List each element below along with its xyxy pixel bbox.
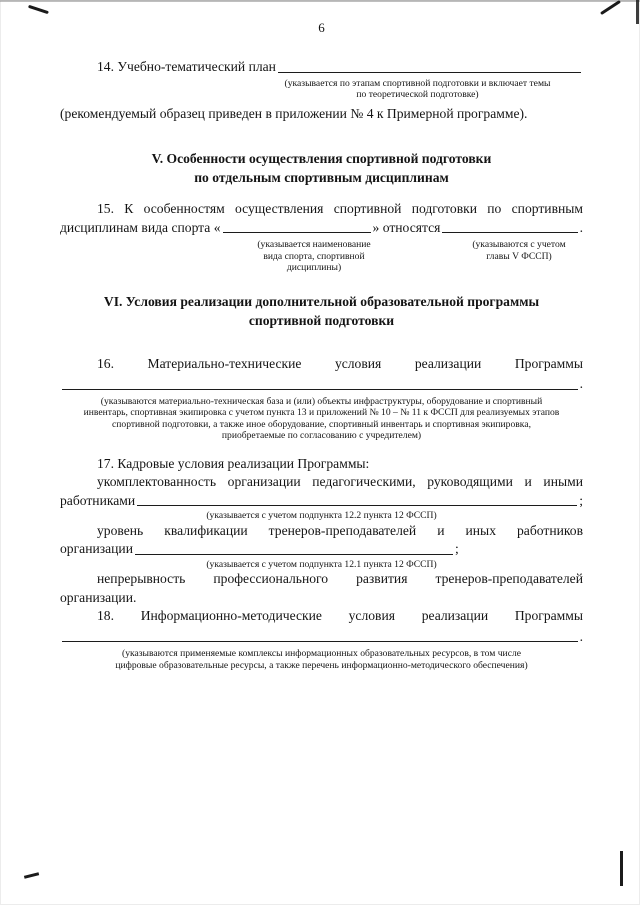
- caption-line: цифровые образовательные ресурсы, а также перечень информационно-методического обеспечения): [115, 659, 528, 671]
- caption-line: спортивной подготовки, а также иное оборудование, спортивный инвентарь и спортивная экипировка,: [112, 418, 531, 430]
- scan-edge-top: [0, 0, 640, 2]
- item17-word-rabotnikami: работниками: [60, 492, 136, 508]
- fill-in-line: [62, 376, 578, 390]
- item17-semicolon: ;: [579, 492, 583, 508]
- item18-period: .: [579, 628, 583, 644]
- section-v-heading: [60, 149, 583, 187]
- item15-text-before: дисциплинам вида спорта «: [60, 219, 221, 235]
- caption-line: дисциплины): [286, 262, 342, 273]
- fill-in-line: [223, 219, 371, 233]
- paragraph-item16: 16. Материально-технические условия реализации Программы: [97, 355, 583, 371]
- item17-fill-row-2: [60, 540, 583, 559]
- caption-line: главы V ФССП): [486, 250, 552, 262]
- item17-line4: уровень квалификации тренеров-преподавателей и иных работников: [97, 522, 583, 538]
- paragraph-item18: 18. Информационно-методические условия реализации Программы: [97, 608, 583, 623]
- item17-fill-row-1: [60, 492, 583, 511]
- scan-artifact-right-edge: [636, 0, 639, 24]
- item16-caption: [60, 396, 583, 442]
- item17-line7: организации.: [60, 589, 137, 605]
- paragraph-item14: [60, 58, 583, 77]
- fill-in-line: [137, 492, 577, 506]
- caption-line: (указывается наименование: [257, 239, 371, 250]
- item16-period: .: [579, 376, 583, 391]
- caption-line: инвентарь, спортивная экипировка с учетом пункта 13 и приложений № 10 – № 11 к ФССП для реализуемых этапов: [83, 407, 560, 418]
- item17-semicolon: ;: [454, 541, 459, 556]
- caption-line: (указывается по этапам спортивной подготовки и включает темы: [284, 77, 551, 89]
- heading-line: по отдельным спортивным дисциплинам: [194, 170, 449, 185]
- item18-caption: [60, 648, 583, 671]
- item15-caption-left: [228, 239, 400, 274]
- caption-line: приобретаемые по согласованию с учредителем): [221, 430, 422, 441]
- caption-line: (указываются применяемые комплексы информационных образовательных ресурсов, в том числе: [122, 648, 521, 659]
- item14-text: 14. Учебно-тематический план: [97, 59, 276, 74]
- item17-line2: укомплектованность организации педагогическими, руководящими и иными: [97, 474, 583, 489]
- scan-artifact-bottom-left: [24, 872, 39, 878]
- item15-period: .: [579, 219, 583, 235]
- caption-line: вида спорта, спортивной: [263, 250, 365, 262]
- item17-caption-1: (указывается с учетом подпункта 12.2 пункта 12 ФССП): [206, 510, 437, 521]
- item16-fill-row: [60, 375, 583, 394]
- paragraph-item17: 17. Кадровые условия реализации Программы:: [97, 455, 370, 471]
- heading-line: VI. Условия реализации дополнительной образовательной программы: [103, 293, 540, 309]
- fill-in-line: [442, 219, 577, 233]
- item15-text-after: » относятся: [372, 219, 441, 235]
- caption-line: (указываются материально-техническая база и (или) объекты инфраструктуры, оборудование и спортивный: [100, 395, 543, 407]
- item17-line6: непрерывность профессионального развития тренеров-преподавателей: [97, 571, 583, 586]
- item18-fill-row: [60, 628, 583, 647]
- paragraph-item15-line2: [60, 219, 583, 238]
- item15-captions: [60, 239, 583, 274]
- scan-artifact-bottom-right: [620, 851, 623, 886]
- fill-in-line: [278, 59, 581, 73]
- page-number: 6: [318, 20, 325, 35]
- item14-note: (рекомендуемый образец приведен в приложении № 4 к Примерной программе).: [60, 105, 528, 121]
- caption-line: по теоретической подготовке): [356, 89, 479, 100]
- item14-caption: [250, 78, 585, 101]
- fill-in-line: [135, 541, 453, 555]
- item17-caption-2: (указывается с учетом подпункта 12.1 пункта 12 ФССП): [206, 558, 437, 570]
- heading-line: спортивной подготовки: [248, 312, 395, 328]
- fill-in-line: [62, 628, 578, 642]
- item15-caption-right: [455, 239, 583, 274]
- caption-line: (указываются с учетом: [472, 239, 566, 250]
- section-vi-heading: [60, 292, 583, 330]
- item17-word-organizacii: организации: [60, 541, 133, 556]
- paragraph-item15-line1: 15. К особенностям осуществления спортивной подготовки по спортивным: [97, 201, 583, 216]
- heading-line: V. Особенности осуществления спортивной подготовки: [151, 151, 492, 166]
